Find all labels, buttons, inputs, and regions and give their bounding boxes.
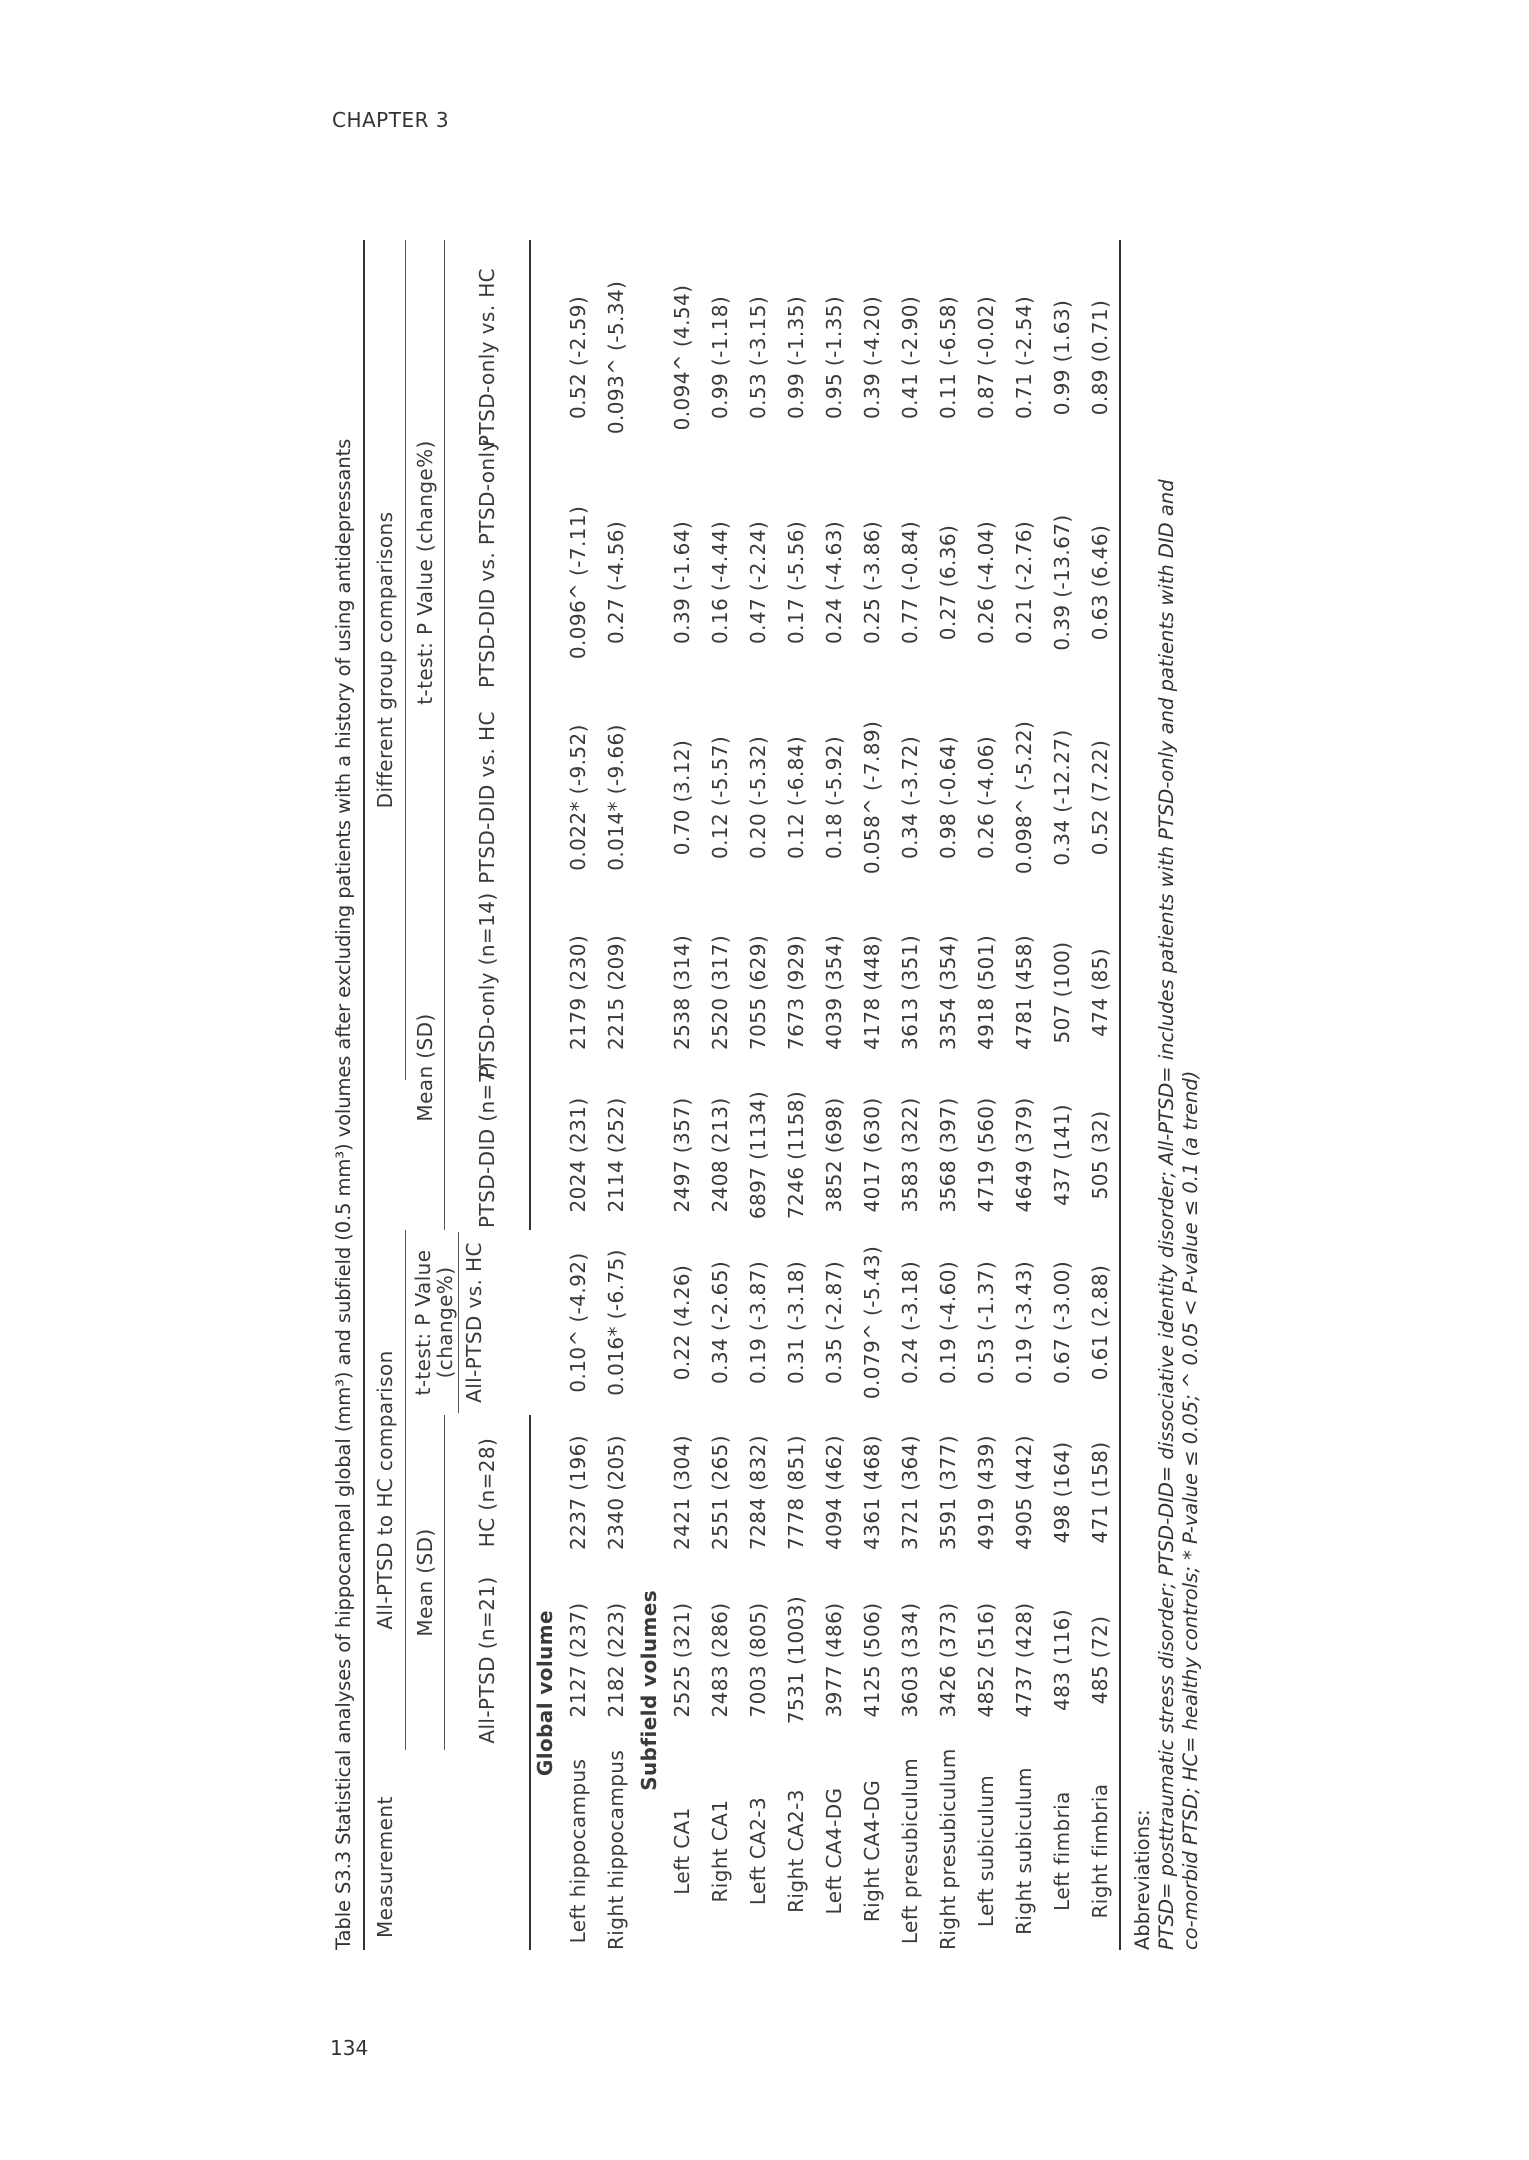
measurement-cell: Right CA1 (708, 1799, 732, 1903)
value-cell: 7284 (832) (746, 1434, 770, 1551)
ttest-header-1: t-test: P Value (change%) All-PTSD vs. HC (406, 1230, 531, 1415)
table-row (891, 240, 929, 1950)
value-cell: 4017 (630) (860, 1097, 884, 1213)
table-row (739, 240, 777, 1950)
value-cell: 0.22 (4.26) (670, 1264, 694, 1381)
value-cell: 0.99 (1.63) (1050, 299, 1074, 416)
value-cell: 4852 (516) (974, 1602, 998, 1718)
value-cell: 4125 (506) (860, 1602, 884, 1718)
table-row (663, 240, 701, 1950)
header-row-1 (364, 240, 406, 1950)
value-cell: 0.17 (-5.56) (784, 520, 808, 645)
value-cell: 0.89 (0.71) (1081, 240, 1120, 475)
measurement-cell: Right fimbria (1081, 1750, 1120, 1950)
col-did-vs-only: PTSD-DID vs. PTSD-only (445, 475, 531, 690)
value-cell: 0.35 (-2.87) (822, 1260, 846, 1385)
measurement-cell: Left fimbria (1050, 1791, 1074, 1911)
value-cell: 0.19 (-3.87) (746, 1260, 770, 1385)
value-cell: 485 (72) (1081, 1570, 1120, 1750)
table-row (853, 240, 891, 1950)
value-cell: 471 (158) (1081, 1415, 1120, 1570)
value-cell: 2483 (286) (708, 1602, 732, 1718)
value-cell: 4737 (428) (1012, 1602, 1036, 1718)
value-cell: 2182 (223) (604, 1602, 628, 1718)
value-cell: 0.63 (6.46) (1081, 475, 1120, 690)
value-cell: 0.34 (-3.72) (898, 735, 922, 860)
value-cell: 6897 (1134) (746, 1090, 770, 1220)
value-cell: 4094 (462) (822, 1434, 846, 1551)
value-cell: 0.34 (-12.27) (1050, 729, 1074, 866)
value-cell: 0.11 (-6.58) (936, 295, 960, 420)
section-title-subfield: Subfield volumes (637, 1590, 661, 1791)
table-row (929, 240, 967, 1950)
table-row (1005, 240, 1043, 1950)
col-only: PTSD-only (n=14) (445, 905, 531, 1080)
value-cell: 0.10^ (-4.92) (566, 1252, 590, 1393)
value-cell: 0.096^ (-7.11) (566, 505, 590, 660)
value-cell: 0.098^ (-5.22) (1012, 720, 1036, 875)
value-cell: 2497 (357) (670, 1097, 694, 1213)
value-cell: 3591 (377) (936, 1434, 960, 1551)
value-cell: 0.53 (-1.37) (974, 1260, 998, 1385)
measurement-cell: Left subiculum (974, 1774, 998, 1928)
value-cell: 0.70 (3.12) (670, 739, 694, 856)
table-row (1081, 240, 1120, 1950)
value-cell: 0.27 (-4.56) (604, 520, 628, 645)
all-ptsd-group-header: All-PTSD to HC comparison (364, 1230, 406, 1750)
value-cell: 2408 (213) (708, 1097, 732, 1213)
value-cell: 0.27 (6.36) (936, 524, 960, 641)
value-cell: 4905 (442) (1012, 1434, 1036, 1551)
measurement-cell: Left CA4-DG (822, 1787, 846, 1915)
measurement-cell: Right CA4-DG (860, 1779, 884, 1923)
col-hc: HC (n=28) (445, 1415, 531, 1570)
value-cell: 7055 (629) (746, 934, 770, 1051)
measurement-cell: Left presubiculum (898, 1757, 922, 1945)
chapter-heading: CHAPTER 3 (332, 108, 450, 132)
value-cell: 4781 (458) (1012, 934, 1036, 1051)
value-cell: 0.31 (-3.18) (784, 1260, 808, 1385)
value-cell: 0.093^ (-5.34) (604, 280, 628, 435)
value-cell: 2024 (231) (566, 1097, 590, 1213)
value-cell: 0.24 (-4.63) (822, 520, 846, 645)
measurement-cell: Left CA2-3 (746, 1796, 770, 1906)
measurement-cell: Right CA2-3 (784, 1789, 808, 1913)
value-cell: 2520 (317) (708, 934, 732, 1051)
measurement-cell: Right presubiculum (936, 1748, 960, 1950)
value-cell: 0.058^ (-7.89) (860, 720, 884, 875)
value-cell: 3852 (698) (822, 1097, 846, 1213)
col-only-vs-hc: PTSD-only vs. HC (445, 240, 531, 475)
value-cell: 3568 (397) (936, 1097, 960, 1213)
value-cell: 0.39 (-4.20) (860, 295, 884, 420)
table-caption: Table S3.3 Statistical analyses of hippocampal global (mm³) and subfield (0.5 mm³) volumes after excluding patients with a history of using antidepressants (332, 438, 355, 1950)
footnote-line-2: co-morbid PTSD; HC= healthy controls; * P-value ≤ 0.05; ^ 0.05 < P-value ≤ 0.1 (a trend) (1179, 1070, 1202, 1950)
table-row (559, 240, 597, 1950)
value-cell: 0.20 (-5.32) (746, 735, 770, 860)
value-cell: 3426 (373) (936, 1602, 960, 1718)
value-cell: 0.52 (7.22) (1081, 690, 1120, 905)
value-cell: 0.53 (-3.15) (746, 295, 770, 420)
table-row (1043, 240, 1081, 1950)
value-cell: 0.71 (-2.54) (1012, 295, 1036, 420)
table-row (701, 240, 739, 1950)
value-cell: 4649 (379) (1012, 1097, 1036, 1213)
value-cell: 0.95 (-1.35) (822, 295, 846, 420)
col-did: PTSD-DID (n=7) (445, 1080, 531, 1230)
section-row (635, 240, 663, 1950)
section-row (530, 240, 559, 1950)
measurement-cell: Right hippocampus (604, 1749, 628, 1950)
value-cell: 0.12 (-5.57) (708, 735, 732, 860)
col-did-vs-hc: PTSD-DID vs. HC (445, 690, 531, 905)
value-cell: 2237 (196) (566, 1434, 590, 1551)
value-cell: 0.12 (-6.84) (784, 735, 808, 860)
header-row-2 (406, 240, 445, 1950)
value-cell: 0.26 (-4.04) (974, 520, 998, 645)
measurement-cell: Left hippocampus (566, 1758, 590, 1944)
value-cell: 2215 (209) (604, 934, 628, 1051)
value-cell: 7246 (1158) (784, 1090, 808, 1220)
ttest-header-2: t-test: P Value (change%) (406, 240, 445, 905)
value-cell: 483 (116) (1050, 1609, 1074, 1711)
value-cell: 2538 (314) (670, 934, 694, 1051)
table-row (967, 240, 1005, 1950)
value-cell: 0.19 (-3.43) (1012, 1260, 1036, 1385)
value-cell: 3721 (364) (898, 1434, 922, 1551)
value-cell: 7003 (805) (746, 1602, 770, 1718)
value-cell: 0.47 (-2.24) (746, 520, 770, 645)
value-cell: 0.39 (-13.67) (1050, 514, 1074, 651)
value-cell: 0.99 (-1.35) (784, 295, 808, 420)
value-cell: 0.41 (-2.90) (898, 295, 922, 420)
value-cell: 474 (85) (1081, 905, 1120, 1080)
value-cell: 0.014* (-9.66) (604, 724, 628, 871)
value-cell: 0.016* (-6.75) (604, 1249, 628, 1396)
value-cell: 3354 (354) (936, 934, 960, 1051)
value-cell: 2179 (230) (566, 934, 590, 1051)
footnote-label: Abbreviations: (1131, 1809, 1154, 1950)
value-cell: 2551 (265) (708, 1434, 732, 1551)
value-cell: 507 (100) (1050, 941, 1074, 1044)
different-group-header: Different group comparisons (364, 240, 406, 1080)
value-cell: 0.19 (-4.60) (936, 1260, 960, 1385)
value-cell: 2525 (321) (670, 1602, 694, 1718)
value-cell: 3583 (322) (898, 1097, 922, 1213)
value-cell: 2127 (237) (566, 1602, 590, 1718)
measurement-cell: Left CA1 (670, 1807, 694, 1895)
value-cell: 4039 (354) (822, 934, 846, 1051)
measurement-header: Measurement (364, 1750, 406, 1950)
value-cell: 437 (141) (1050, 1104, 1074, 1206)
value-cell: 3613 (351) (898, 934, 922, 1051)
measurement-cell: Right subiculum (1012, 1767, 1036, 1935)
value-cell: 4918 (501) (974, 934, 998, 1051)
value-cell: 4361 (468) (860, 1434, 884, 1551)
value-cell: 0.24 (-3.18) (898, 1260, 922, 1385)
value-cell: 0.39 (-1.64) (670, 520, 694, 645)
value-cell: 0.26 (-4.06) (974, 735, 998, 860)
value-cell: 0.25 (-3.86) (860, 520, 884, 645)
table-block (332, 240, 1382, 1950)
rotated-table-container (332, 240, 1382, 1950)
value-cell: 0.99 (-1.18) (708, 295, 732, 420)
value-cell: 0.21 (-2.76) (1012, 520, 1036, 645)
value-cell: 0.022* (-9.52) (566, 724, 590, 871)
table-row (597, 240, 635, 1950)
value-cell: 2340 (205) (604, 1434, 628, 1551)
value-cell: 0.61 (2.88) (1081, 1230, 1120, 1415)
value-cell: 0.98 (-0.64) (936, 735, 960, 860)
value-cell: 2421 (304) (670, 1434, 694, 1551)
col-all-ptsd: All-PTSD (n=21) (445, 1570, 531, 1750)
value-cell: 0.52 (-2.59) (566, 295, 590, 420)
section-title-global: Global volume (533, 1610, 557, 1777)
mean-sd-header-2: Mean (SD) (406, 905, 445, 1230)
value-cell: 505 (32) (1081, 1080, 1120, 1230)
value-cell: 7778 (851) (784, 1434, 808, 1551)
value-cell: 0.67 (-3.00) (1050, 1260, 1074, 1385)
value-cell: 0.77 (-0.84) (898, 520, 922, 645)
mean-sd-header-1: Mean (SD) (406, 1415, 445, 1750)
header-row-3 (445, 240, 531, 1950)
table-row (777, 240, 815, 1950)
value-cell: 0.16 (-4.44) (708, 520, 732, 645)
value-cell: 0.079^ (-5.43) (860, 1245, 884, 1400)
table-footnote (1131, 240, 1203, 1950)
value-cell: 7531 (1003) (784, 1595, 808, 1725)
value-cell: 3977 (486) (822, 1602, 846, 1718)
footnote-line-1: PTSD= posttraumatic stress disorder; PTSD-DID= dissociative identity disorder; All-PTSD= includes patients with PTSD-only and patients with DID and (1155, 479, 1178, 1950)
value-cell: 0.18 (-5.92) (822, 735, 846, 860)
value-cell: 4178 (448) (860, 934, 884, 1051)
value-cell: 0.094^ (4.54) (670, 284, 694, 431)
value-cell: 0.87 (-0.02) (974, 295, 998, 420)
value-cell: 4719 (560) (974, 1097, 998, 1213)
value-cell: 3603 (334) (898, 1602, 922, 1718)
results-table (363, 240, 1121, 1950)
value-cell: 2114 (252) (604, 1097, 628, 1213)
value-cell: 7673 (929) (784, 934, 808, 1051)
table-row (815, 240, 853, 1950)
page-number: 134 (330, 2036, 369, 2060)
value-cell: 498 (164) (1050, 1441, 1074, 1544)
value-cell: 4919 (439) (974, 1434, 998, 1551)
value-cell: 0.34 (-2.65) (708, 1260, 732, 1385)
